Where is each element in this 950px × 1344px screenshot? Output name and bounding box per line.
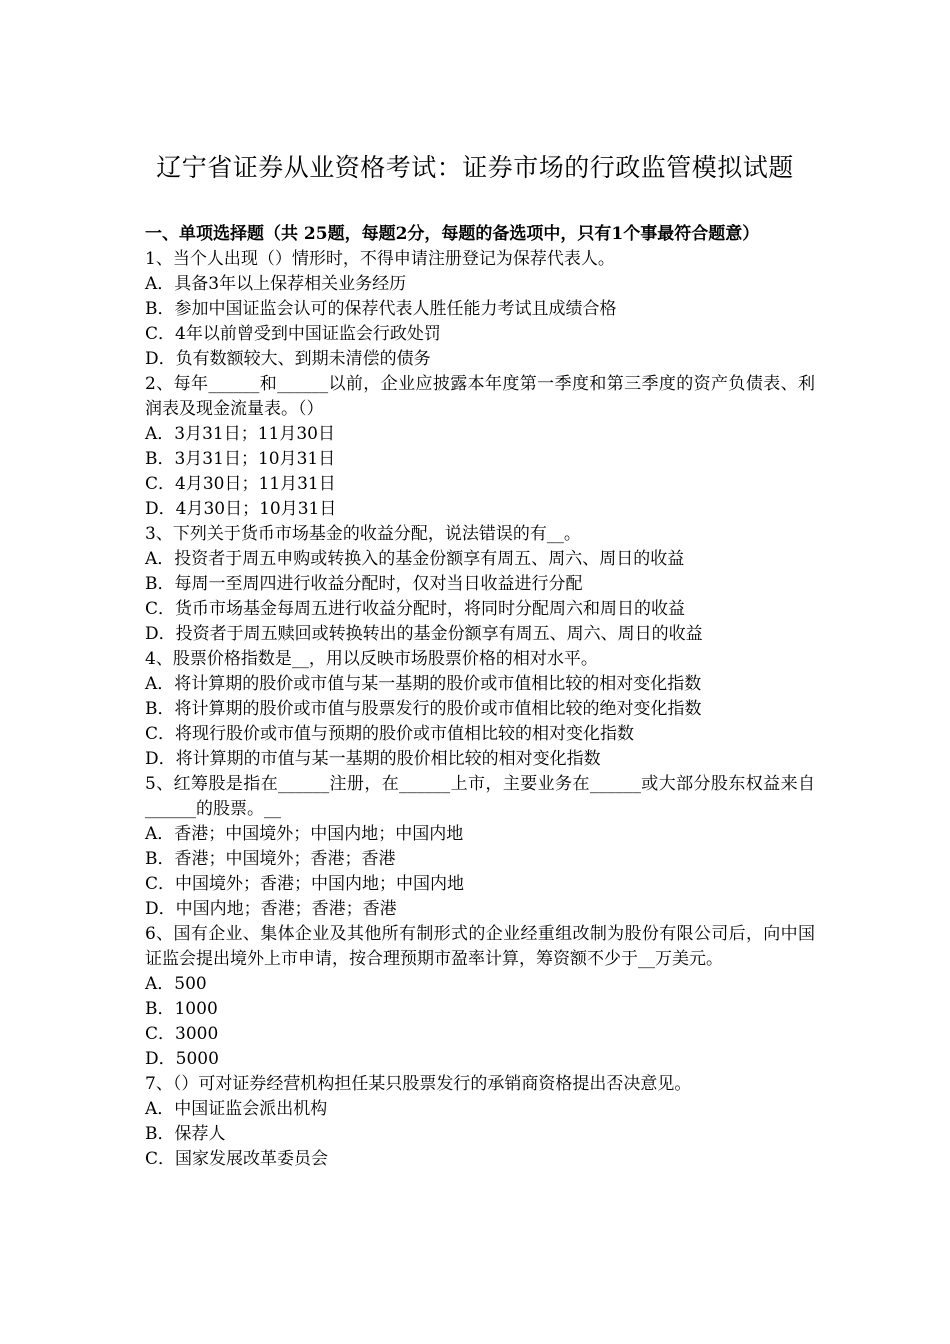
option-c: C．国家发展改革委员会 xyxy=(145,1149,329,1169)
option-b: B．保荐人 xyxy=(145,1124,226,1144)
option-a: A．具备3年以上保荐相关业务经历 xyxy=(145,274,407,294)
option-a: A．香港；中国境外；中国内地；中国内地 xyxy=(145,824,464,844)
option-d: D．5000 xyxy=(145,1049,219,1069)
option-b: B．将计算期的股价或市值与股票发行的股价或市值相比较的绝对变化指数 xyxy=(145,699,702,719)
section-heading: 一、单项选择题（共 25题，每题2分，每题的备选项中，只有1个事最符合题意） xyxy=(145,224,760,244)
question-6 xyxy=(145,922,815,1072)
question-3 xyxy=(145,522,815,647)
option-b: B．3月31日；10月31日 xyxy=(145,449,336,469)
question-stem: 5、红筹股是指在______注册，在______上市，主要业务在______或大部分股东权益来自______的股票。__ xyxy=(145,774,815,819)
option-a: A．3月31日；11月30日 xyxy=(145,424,335,444)
question-1 xyxy=(145,247,815,372)
document-title: 辽宁省证券从业资格考试：证券市场的行政监管模拟试题 xyxy=(156,153,794,182)
question-5 xyxy=(145,772,815,922)
option-c: C．4年以前曾受到中国证监会行政处罚 xyxy=(145,324,441,344)
question-7 xyxy=(145,1072,815,1172)
option-a: A．投资者于周五申购或转换入的基金份额享有周五、周六、周日的收益 xyxy=(145,549,685,569)
question-stem: 1、当个人出现（）情形时，不得申请注册登记为保荐代表人。 xyxy=(145,249,615,269)
option-a: A．将计算期的股价或市值与某一基期的股价或市值相比较的相对变化指数 xyxy=(145,674,702,694)
option-b: B．香港；中国境外；香港；香港 xyxy=(145,849,396,869)
question-stem: 4、股票价格指数是__，用以反映市场股票价格的相对水平。 xyxy=(145,649,598,669)
option-d: D．将计算期的市值与某一基期的股价相比较的相对变化指数 xyxy=(145,749,601,769)
question-2 xyxy=(145,372,815,522)
option-a: A．中国证监会派出机构 xyxy=(145,1099,328,1119)
option-b: B．1000 xyxy=(145,999,218,1019)
option-c: C．将现行股价或市值与预期的股价或市值相比较的相对变化指数 xyxy=(145,724,635,744)
option-d: D．4月30日；10月31日 xyxy=(145,499,337,519)
option-d: D．投资者于周五赎回或转换转出的基金份额享有周五、周六、周日的收益 xyxy=(145,624,703,644)
question-4 xyxy=(145,647,815,772)
question-stem: 6、国有企业、集体企业及其他所有制形式的企业经重组改制为股份有限公司后，向中国证监会提出境外上市申请，按合理预期市盈率计算，筹资额不少于__万美元。 xyxy=(145,924,815,969)
option-d: D．负有数额较大、到期未清偿的债务 xyxy=(145,349,431,369)
option-a: A．500 xyxy=(145,974,207,994)
question-stem: 3、下列关于货币市场基金的收益分配，说法错误的有__。 xyxy=(145,524,581,544)
option-c: C．中国境外；香港；中国内地；中国内地 xyxy=(145,874,465,894)
option-c: C．4月30日；11月31日 xyxy=(145,474,336,494)
option-b: B．参加中国证监会认可的保荐代表人胜任能力考试且成绩合格 xyxy=(145,299,617,319)
question-stem: 7、（）可对证券经营机构担任某只股票发行的承销商资格提出否决意见。 xyxy=(145,1074,692,1094)
document-body xyxy=(145,222,815,1172)
option-c: C．3000 xyxy=(145,1024,219,1044)
option-c: C．货币市场基金每周五进行收益分配时，将同时分配周六和周日的收益 xyxy=(145,599,686,619)
option-d: D．中国内地；香港；香港；香港 xyxy=(145,899,397,919)
option-b: B．每周一至周四进行收益分配时，仅对当日收益进行分配 xyxy=(145,574,583,594)
question-stem: 2、每年______和______以前，企业应披露本年度第一季度和第三季度的资产负债表、利润表及现金流量表。（） xyxy=(145,374,815,419)
